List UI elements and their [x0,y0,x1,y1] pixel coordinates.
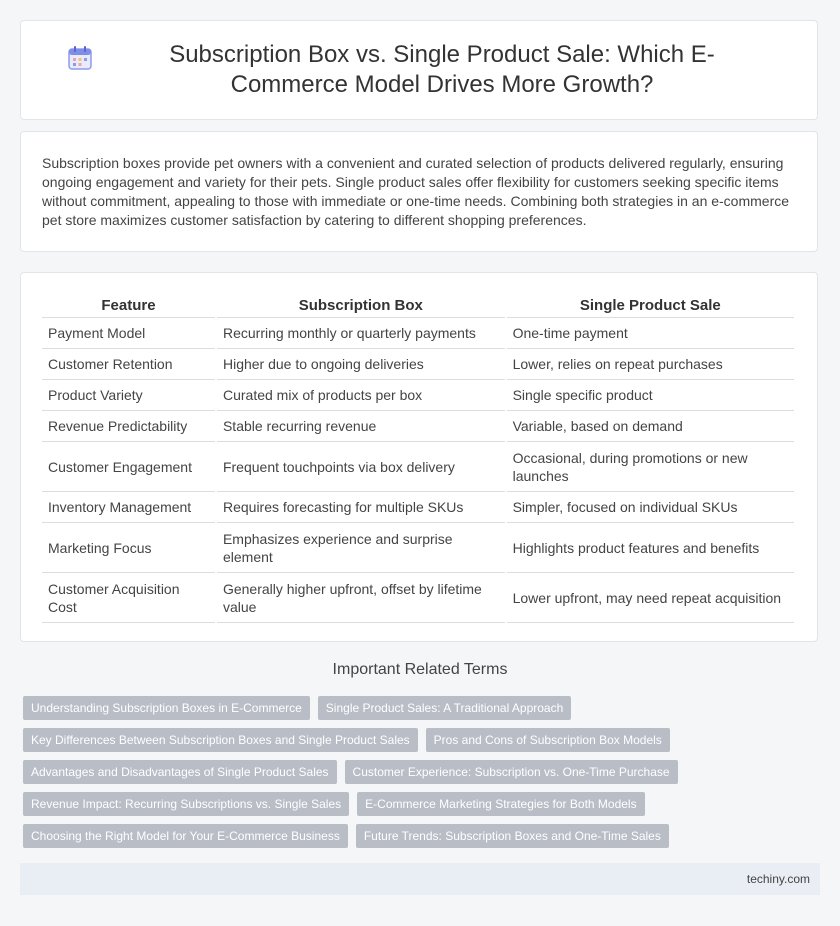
table-cell: Customer Engagement [42,442,215,492]
table-row [42,573,794,623]
table-row [42,380,794,411]
table-header-row [42,291,794,318]
related-term-tag[interactable]: Revenue Impact: Recurring Subscriptions vs. Single Sales [23,792,349,816]
intro-card [20,131,818,252]
table-row [42,442,794,492]
intro-text: Subscription boxes provide pet owners with a convenient and curated selection of products delivered regularly, ensuring ongoing engagement and variety for their pets. Single product sales offer flexibility for customers seeking specific items without commitment, appealing to those with immediate or one-time needs. Combining both strategies in an e-commerce pet store maximizes customer satisfaction by catering to different shopping preferences. [42,155,790,228]
table-cell: Occasional, during promotions or new launches [507,442,794,492]
table-cell: Frequent touchpoints via box delivery [217,442,505,492]
table-cell: Revenue Predictability [42,411,215,442]
related-term-tag[interactable]: Customer Experience: Subscription vs. One-Time Purchase [345,760,678,784]
table-cell: Customer Acquisition Cost [42,573,215,623]
table-cell: Inventory Management [42,492,215,523]
related-terms-tags [23,696,823,856]
table-cell: Highlights product features and benefits [507,523,794,573]
table-row [42,492,794,523]
table-row [42,318,794,349]
table-row [42,349,794,380]
related-term-tag[interactable]: Future Trends: Subscription Boxes and One-Time Sales [356,824,669,848]
tag-row [23,760,823,784]
table-row [42,523,794,573]
table-row [42,411,794,442]
column-header-single-product-sale: Single Product Sale [507,291,794,318]
related-terms-title: Important Related Terms [332,661,508,678]
related-term-tag[interactable]: E-Commerce Marketing Strategies for Both Models [357,792,644,816]
calendar-icon [66,44,94,72]
table-cell: Emphasizes experience and surprise element [217,523,505,573]
table-cell: Lower upfront, may need repeat acquisition [507,573,794,623]
column-header-feature: Feature [42,291,215,318]
header-card [20,20,818,120]
table-cell: One-time payment [507,318,794,349]
tag-row [23,728,823,752]
related-term-tag[interactable]: Single Product Sales: A Traditional Approach [318,696,572,720]
related-term-tag[interactable]: Key Differences Between Subscription Boxes and Single Product Sales [23,728,418,752]
table-cell: Lower, relies on repeat purchases [507,349,794,380]
tag-row [23,696,823,720]
comparison-table [40,291,796,623]
table-cell: Generally higher upfront, offset by lifetime value [217,573,505,623]
related-term-tag[interactable]: Choosing the Right Model for Your E-Commerce Business [23,824,348,848]
table-cell: Payment Model [42,318,215,349]
column-header-subscription-box: Subscription Box [217,291,505,318]
related-term-tag[interactable]: Advantages and Disadvantages of Single Product Sales [23,760,337,784]
table-cell: Stable recurring revenue [217,411,505,442]
table-cell: Curated mix of products per box [217,380,505,411]
footer [20,863,820,895]
table-cell: Variable, based on demand [507,411,794,442]
table-cell: Requires forecasting for multiple SKUs [217,492,505,523]
page-title: Subscription Box vs. Single Product Sale: Which E-Commerce Model Drives More Growth? [169,41,715,98]
table-cell: Marketing Focus [42,523,215,573]
table-cell: Simpler, focused on individual SKUs [507,492,794,523]
table-cell: Higher due to ongoing deliveries [217,349,505,380]
comparison-table-card [20,272,818,642]
table-cell: Customer Retention [42,349,215,380]
table-cell: Product Variety [42,380,215,411]
related-term-tag[interactable]: Pros and Cons of Subscription Box Models [426,728,670,752]
table-cell: Single specific product [507,380,794,411]
footer-brand[interactable]: techiny.com [746,872,810,886]
related-term-tag[interactable]: Understanding Subscription Boxes in E-Commerce [23,696,310,720]
table-cell: Recurring monthly or quarterly payments [217,318,505,349]
tag-row [23,824,823,848]
tag-row [23,792,823,816]
